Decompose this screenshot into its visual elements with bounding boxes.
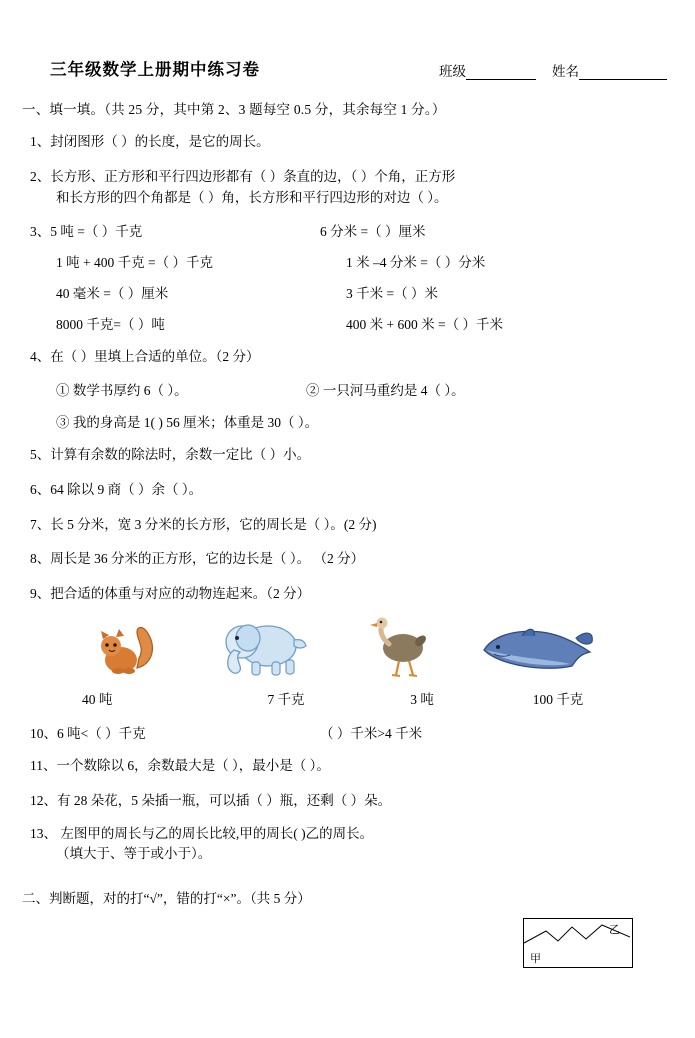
question-13-line-1: 13、 左图甲的周长与乙的周长比较,甲的周长( )乙的周长。 xyxy=(30,825,374,841)
exam-paper-page xyxy=(0,56,695,1038)
question-10-right: （ ）千米>4 千米 xyxy=(320,726,423,742)
question-3-row-1-left: 5 吨 =（ ）千克 xyxy=(50,223,143,239)
question-4-item-1: ① 数学书厚约 6（ ）。 xyxy=(56,383,188,399)
question-10 xyxy=(30,722,695,742)
question-9-animal-images xyxy=(60,616,695,678)
name-label: 姓名 xyxy=(552,64,579,79)
squirrel-image xyxy=(60,620,196,678)
question-13-line-2: （填大于、等于或小于）。 xyxy=(56,846,212,862)
page-header xyxy=(50,56,667,80)
question-7: 7、长 5 分米，宽 3 分米的长方形，它的周长是（ ）。(2 分) xyxy=(30,516,377,532)
question-3-row-4-right: 400 米 + 600 米 =（ ）千米 xyxy=(346,316,503,332)
question-4-line-3 xyxy=(56,411,695,431)
question-3-row-2-right: 1 米 –4 分米 =（ ）分米 xyxy=(346,254,486,270)
figure-label-yi: 乙 xyxy=(609,924,620,936)
weight-label-3: 3 吨 xyxy=(410,692,434,708)
question-9-weight-labels xyxy=(60,688,695,708)
question-3-label-and-left xyxy=(30,220,320,240)
weight-label-2: 7 千克 xyxy=(267,692,305,708)
question-2 xyxy=(30,166,695,209)
question-3-row-1 xyxy=(30,220,695,240)
header-fields xyxy=(439,60,667,80)
question-11: 11、一个数除以 6，余数最大是（ ），最小是（ ）。 xyxy=(30,758,330,774)
question-13 xyxy=(30,824,500,866)
class-input-line[interactable] xyxy=(466,65,536,80)
class-label: 班级 xyxy=(439,64,466,79)
name-input-line[interactable] xyxy=(579,65,667,80)
question-10-left: 10、6 吨<（ ）千克 xyxy=(30,726,146,742)
question-4-line-2 xyxy=(56,379,695,399)
section-1-heading: 一、填一填。（共 25 分，其中第 2、3 题每空 0.5 分，其余每空 1 分。） xyxy=(22,102,446,117)
question-2-line-1: 2、长方形、正方形和平行四边形都有（ ）条直的边，（ ）个角，正方形 xyxy=(30,168,456,184)
question-3-row-1-right: 6 分米 =（ ）厘米 xyxy=(320,223,426,239)
question-9: 9、把合适的体重与对应的动物连起来。（2 分） xyxy=(30,585,311,601)
question-3-row-3-right: 3 千米 =（ ）米 xyxy=(346,285,438,301)
question-3-row-3 xyxy=(56,282,695,302)
name-field xyxy=(552,60,667,80)
question-12: 12、有 28 朵花，5 朵插一瓶，可以插（ ）瓶，还剩（ ）朵。 xyxy=(30,792,392,808)
page-title: 三年级数学上册期中练习卷 xyxy=(50,60,260,79)
ostrich-image xyxy=(332,616,468,678)
whale-image xyxy=(468,620,604,678)
question-3-label: 3、 xyxy=(30,223,51,239)
question-3-row-2 xyxy=(56,251,695,271)
weight-label-4: 100 千克 xyxy=(532,692,584,708)
figure-label-jia: 甲 xyxy=(530,953,541,965)
question-3-row-3-left: 40 毫米 =（ ）厘米 xyxy=(56,285,169,301)
question-4-item-2: ② 一只河马重约是 4（ ）。 xyxy=(306,383,465,399)
question-4 xyxy=(30,346,695,368)
question-4-line-1: 4、在（ ）里填上合适的单位。（2 分） xyxy=(30,348,260,364)
question-5: 5、计算有余数的除法时，余数一定比（ ）小。 xyxy=(30,447,311,463)
elephant-image xyxy=(196,616,332,678)
question-3-row-2-left: 1 吨 + 400 千克 =（ ）千克 xyxy=(56,254,213,270)
question-3-row-4 xyxy=(56,313,695,333)
question-2-line-2: 和长方形的四个角都是（ ）角，长方形和平行四边形的对边（ ）。 xyxy=(56,190,448,206)
class-field xyxy=(439,60,536,80)
question-4-item-3: ③ 我的身高是 1( ) 56 厘米；体重是 30（ ）。 xyxy=(56,415,319,431)
question-3-row-4-left: 8000 千克=（ ）吨 xyxy=(56,316,165,332)
question-6: 6、64 除以 9 商（ ）余（ ）。 xyxy=(30,481,203,497)
weight-label-1: 40 吨 xyxy=(82,692,113,708)
question-1: 1、封闭图形（ ）的长度，是它的周长。 xyxy=(30,134,270,149)
question-13-figure xyxy=(523,918,633,968)
section-2-heading: 二、判断题，对的打“√”，错的打“×”。（共 5 分） xyxy=(22,891,311,907)
question-8: 8、周长是 36 分米的正方形，它的边长是（ ）。 （2 分） xyxy=(30,551,365,567)
